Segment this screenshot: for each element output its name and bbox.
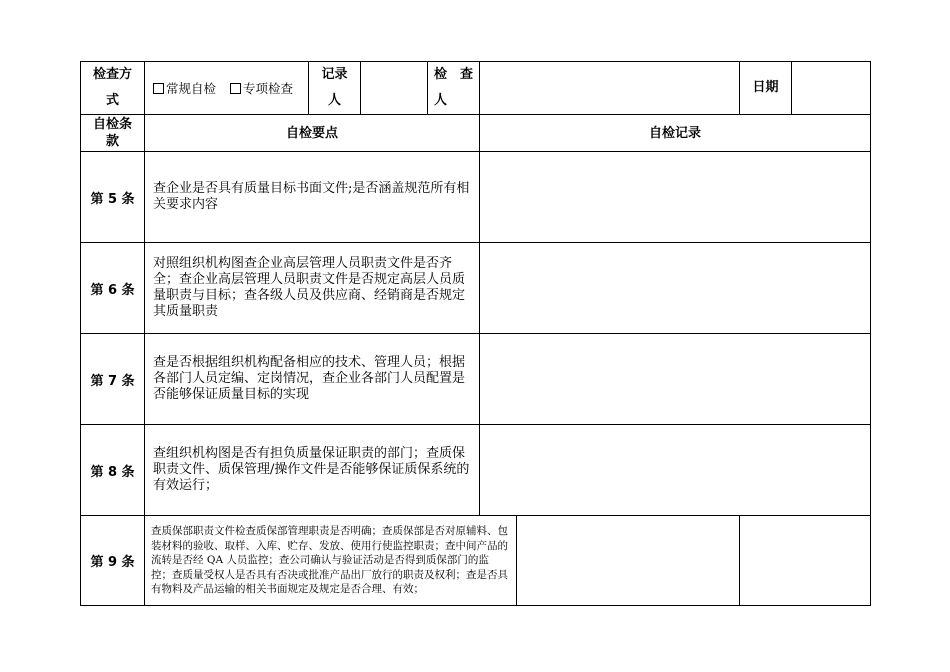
method-label-cell <box>81 62 145 115</box>
checkbox-icon[interactable] <box>230 83 241 94</box>
method-option-special-label: 专项检查 <box>243 81 294 96</box>
point-cell: 查是否根据组织机构配备相应的技术、管理人员；根据各部门人员定编、定岗情况，查企业各部门人员配置是否能够保证质量目标的实现 <box>145 334 480 425</box>
table-row <box>81 243 871 334</box>
column-header-row <box>81 115 871 152</box>
wide-point-wrapper <box>145 516 740 606</box>
points-column-header: 自检要点 <box>145 115 480 152</box>
inspection-table <box>80 61 871 606</box>
method-options-cell <box>145 62 309 115</box>
record-cell[interactable] <box>516 516 739 605</box>
record-cell[interactable] <box>480 243 871 334</box>
date-value-field[interactable] <box>792 62 871 115</box>
inspector-label-line1: 检 查 <box>434 67 474 82</box>
checkbox-icon[interactable] <box>153 83 164 94</box>
recorder-value-field[interactable] <box>361 62 428 115</box>
method-label-line2: 式 <box>105 93 119 108</box>
inspector-label-line2: 人 <box>434 93 448 108</box>
method-label-line1: 检查方 <box>92 67 132 82</box>
point-cell: 查组织机构图是否有担负质量保证职责的部门；查质保职责文件、质保管理/操作文件是否能够保证质保系统的有效运行； <box>145 425 480 516</box>
recorder-label-line2: 人 <box>327 93 341 108</box>
clause-header-line1: 自检条 <box>92 117 132 132</box>
inspector-label-cell <box>428 62 480 115</box>
record-cell[interactable] <box>480 425 871 516</box>
date-label: 日期 <box>740 62 792 115</box>
method-option-special[interactable] <box>230 79 293 97</box>
table-row <box>81 152 871 243</box>
recorder-label-line1: 记录 <box>321 67 348 82</box>
header-row <box>81 62 871 115</box>
method-option-routine-label: 常规自检 <box>166 81 217 96</box>
recorder-label-cell <box>309 62 361 115</box>
inspector-value-field[interactable] <box>480 62 740 115</box>
clause-cell: 第 7 条 <box>81 334 145 425</box>
point-cell: 查质保部职责文件检查质保部管理职责是否明确；查质保部是否对原辅料、包装材料的验收、取样、入库、贮存、发放、使用行使监控职责；查中间产品的流转是否经 QA 人员监控；查公司确认与验证活动是否得到质保部门的监控；查质量受权人是否具有否决或批准产品出厂放行的职责及权利；查是否具有物料及产品运输的相关书面规定及规定是否合理、有效； <box>145 516 516 605</box>
table-row <box>81 425 871 516</box>
clause-cell: 第 9 条 <box>81 516 145 606</box>
clause-cell: 第 6 条 <box>81 243 145 334</box>
method-option-routine[interactable] <box>153 79 216 97</box>
record-cell[interactable] <box>480 152 871 243</box>
clause-cell: 第 8 条 <box>81 425 145 516</box>
record-column-header: 自检记录 <box>480 115 871 152</box>
table-row <box>81 334 871 425</box>
clause-header-line2: 款 <box>105 134 119 149</box>
point-cell: 对照组织机构图查企业高层管理人员职责文件是否齐全；查企业高层管理人员职责文件是否规定高层人员质量职责与目标；查各级人员及供应商、经销商是否规定其质量职责 <box>145 243 480 334</box>
clause-column-header <box>81 115 145 152</box>
point-cell: 查企业是否具有质量目标书面文件;是否涵盖规范所有相关要求内容 <box>145 152 480 243</box>
clause-cell: 第 5 条 <box>81 152 145 243</box>
table-row <box>81 516 871 606</box>
wide-point-inner-table <box>145 516 739 605</box>
record-cell-extension[interactable] <box>740 516 871 606</box>
self-inspection-form <box>80 61 870 606</box>
record-cell[interactable] <box>480 334 871 425</box>
